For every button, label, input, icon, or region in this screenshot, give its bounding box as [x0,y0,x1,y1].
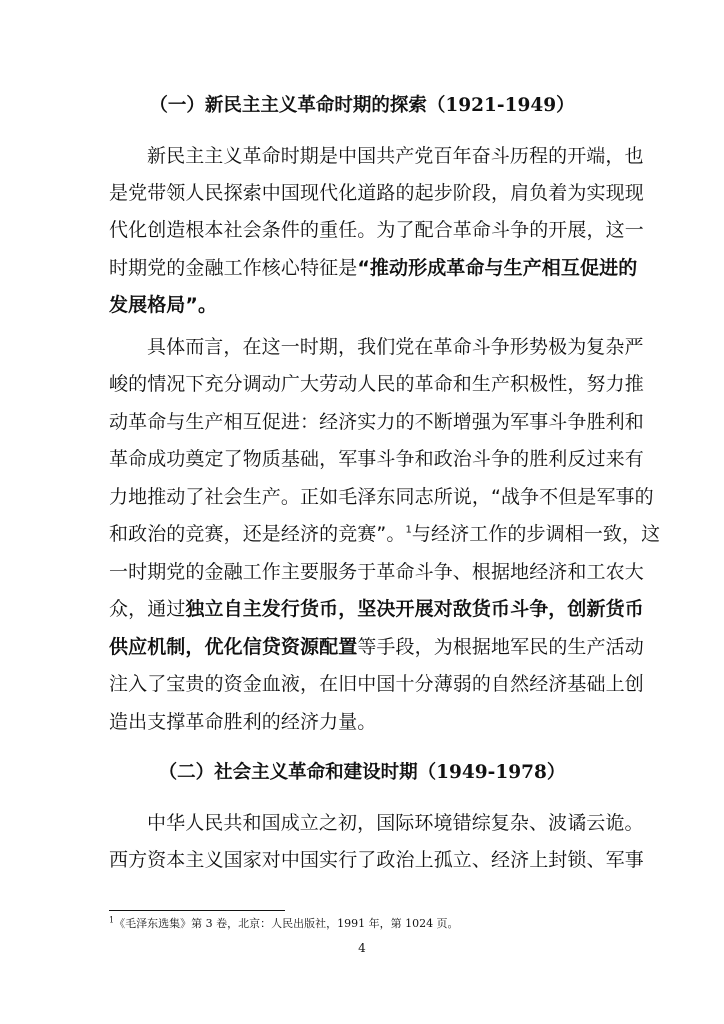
text-run: 与经济工作的步调相一致，这 [411,523,661,545]
bold-text: 独立自主发行货币，坚决开展对敌货币斗争，创新货币 [185,598,644,620]
paragraph-line [109,256,638,280]
section-heading-1: （一）新民主主义革命时期的探索（1921-1949） [149,95,575,116]
paragraph-line: 力地推动了社会生产。正如毛泽东同志所说，“战争不但是军事的 [109,486,654,508]
paragraph-line [109,293,615,317]
text-run: 时期党的金融工作核心特征是 [109,257,358,279]
paragraph-line: 造出支撑革命胜利的经济力量。 [109,711,377,733]
footnote-divider [109,910,285,911]
text-run: 等手段，为根据地军民的生产活动 [357,636,644,658]
text-run: 和政治的竞赛，还是经济的竞赛”。 [109,523,406,545]
paragraph-line: 注入了宝贵的资金血液，在旧中国十分薄弱的自然经济基础上创 [109,673,644,695]
bold-text: “推动形成革命与生产相互促进的 [357,257,638,279]
paragraph-line: 一时期党的金融工作主要服务于革命斗争、根据地经济和工农大 [109,561,644,583]
paragraph-line: 是党带领人民探索中国现代化道路的起步阶段，肩负着为实现现 [109,182,644,204]
paragraph-line: 新民主主义革命时期是中国共产党百年奋斗历程的开端，也 [147,145,644,167]
section-heading-2: （二）社会主义革命和建设时期（1949-1978） [158,762,566,783]
paragraph-line: 革命成功奠定了物质基础，军事斗争和政治斗争的胜利反过来有 [109,448,644,470]
paragraph-line: 西方资本主义国家对中国实行了政治上孤立、经济上封锁、军事 [109,849,644,871]
paragraph-line: 动革命与生产相互促进：经济实力的不断增强为军事斗争胜利和 [109,411,644,433]
paragraph-line: 代化创造根本社会条件的重任。为了配合革命斗争的开展，这一 [109,219,644,241]
bold-text: 发展格局”。 [109,294,218,316]
paragraph-line [109,635,644,659]
bold-text: 供应机制，优化信贷资源配置 [109,636,358,658]
paragraph-line [109,597,644,621]
footnote-text: 《毛泽东选集》第 3 卷，北京：人民出版社，1991 年，第 1024 页。 [114,917,459,930]
page-number: 4 [358,941,366,955]
paragraph-line: 峻的情况下充分调动广大劳动人民的革命和生产积极性，努力推 [109,373,644,395]
paragraph-line: 具体而言，在这一时期，我们党在革命斗争形势极为复杂严 [147,336,644,358]
footnote-marker: 1 [405,524,412,536]
paragraph-line [109,522,661,546]
footnote-marker: 1 [109,915,115,925]
text-run: 众，通过 [109,598,186,620]
paragraph-line: 中华人民共和国成立之初，国际环境错综复杂、波谲云诡。 [147,812,644,834]
footnote [109,917,459,931]
